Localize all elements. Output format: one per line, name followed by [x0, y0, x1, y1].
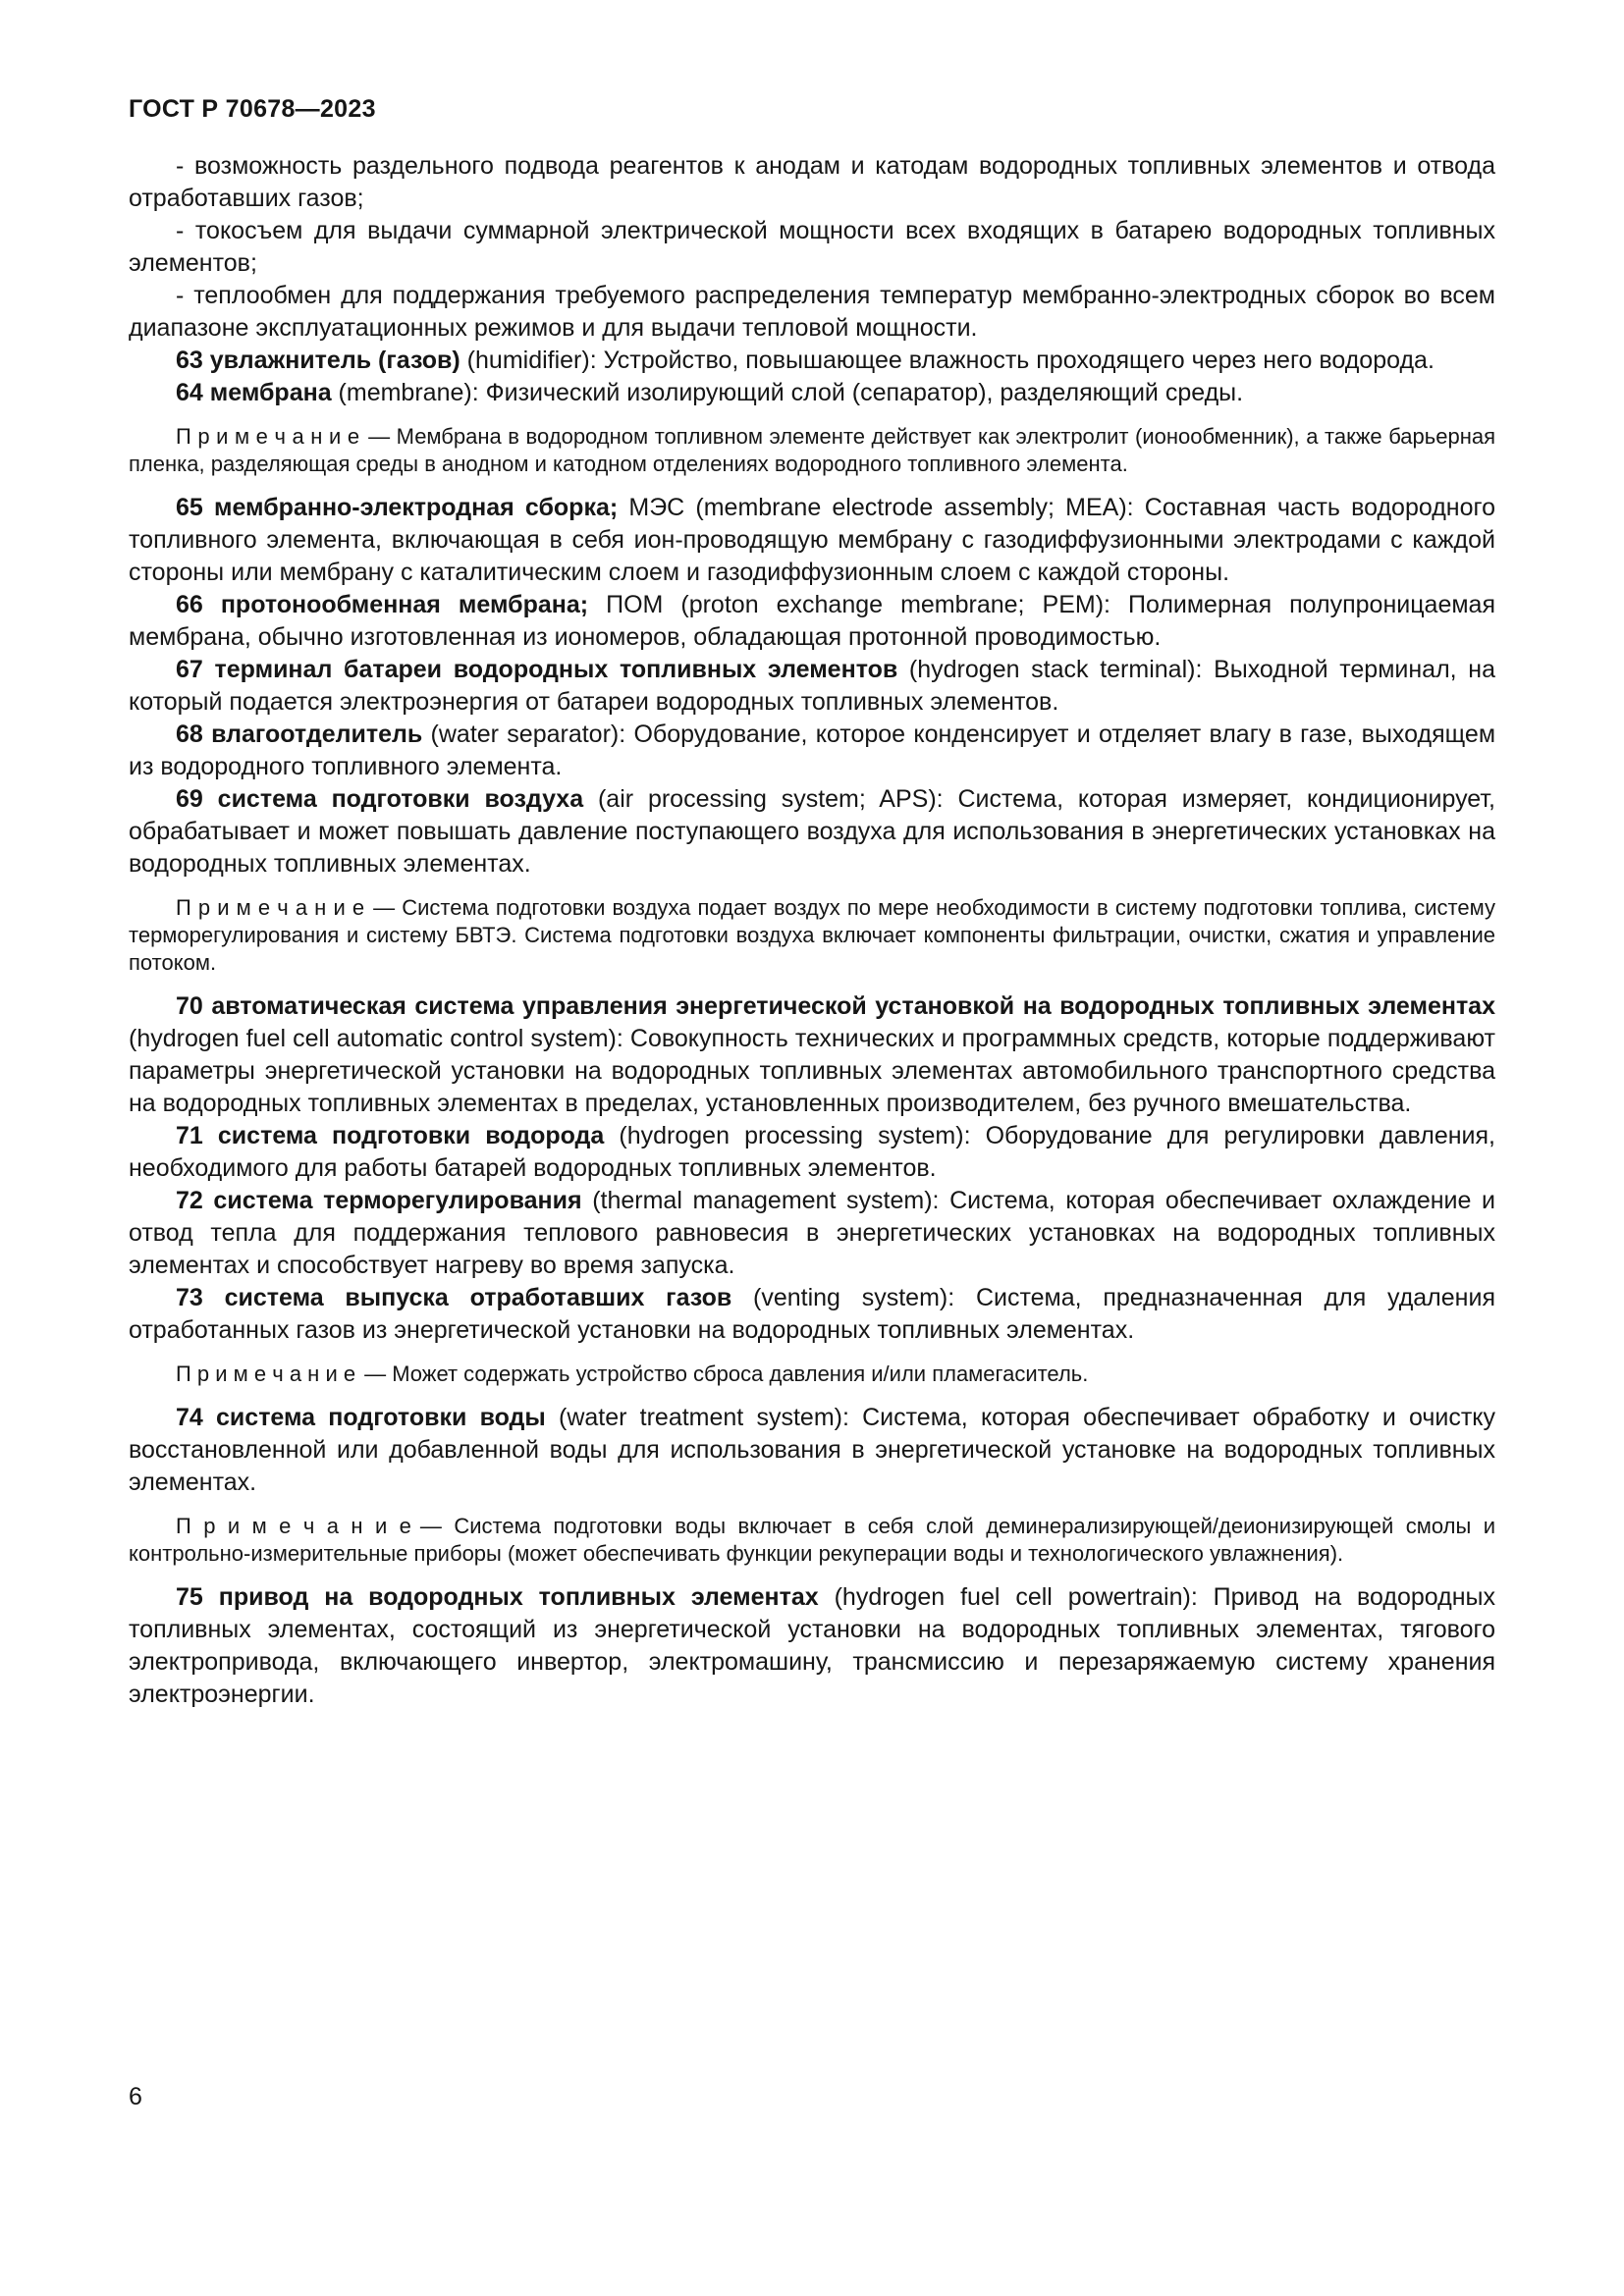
- term-paragraph-69: 69 система подготовки воздуха (air processing system; APS): Система, которая измеряет, кондиционирует, обрабатывает и может повышать давление поступающего воздуха для использования в энергетических установках на водородных топливных элементах.: [129, 785, 1495, 878]
- bullet-paragraph: - токосъем для выдачи суммарной электрической мощности всех входящих в батарею водородных топливных элементов;: [129, 217, 1495, 277]
- gost-number-header: ГОСТ Р 70678—2023: [129, 95, 376, 123]
- term-label: 66 протонообменная мембрана;: [176, 591, 589, 618]
- term-label: 64 мембрана: [176, 379, 332, 406]
- term-paragraph-74: 74 система подготовки воды (water treatment system): Система, которая обеспечивает обработку и очистку восстановленной или добавленной воды для использования в энергетической установке на водородных топливных элементах.: [129, 1404, 1496, 1496]
- term-paragraph-71: 71 система подготовки водорода (hydrogen processing system): Оборудование для регулировки давления, необходимого для работы батарей водородных топливных элементов.: [129, 1122, 1495, 1182]
- term-label: 70 автоматическая система управления энергетической установкой на водородных топливных элементах: [176, 992, 1495, 1020]
- term-label: 73 система выпуска отработавших газов: [176, 1284, 732, 1311]
- term-paragraph-67: 67 терминал батареи водородных топливных элементов (hydrogen stack terminal): Выходной терминал, на который подается электроэнергия от батареи водородных топливных элементов.: [129, 656, 1495, 716]
- term-paragraph-64: 64 мембрана (membrane): Физический изолирующий слой (сепаратор), разделяющий среды.: [176, 379, 1244, 406]
- term-paragraph-75: 75 привод на водородных топливных элементах (hydrogen fuel cell powertrain): Привод на водородных топливных элементах, состоящий из энергетической установки на водородных топливных элементах, тягового электропривода, включающего инвертор, электромашину, трансмиссию и перезаряжаемую систему хранения электроэнергии.: [129, 1583, 1495, 1708]
- note-label: П р и м е ч а н и е: [176, 895, 365, 920]
- term-paragraph-63: 63 увлажнитель (газов) (humidifier): Устройство, повышающее влажность проходящего через него водорода.: [176, 347, 1435, 374]
- term-label: 65 мембранно-электродная сборка;: [176, 494, 619, 521]
- term-paragraph-72: 72 система терморегулирования (thermal management system): Система, которая обеспечивает охлаждение и отвод тепла для поддержания теплового равновесия в энергетических установках на водородных топливных элементах и способствует нагреву во время запуска.: [129, 1187, 1495, 1279]
- term-paragraph-68: 68 влагоотделитель (water separator): Оборудование, которое конденсирует и отделяет влагу в газе, выходящем из водородного топливного элемента.: [129, 721, 1496, 780]
- term-paragraph-73: 73 система выпуска отработавших газов (venting system): Система, предназначенная для удаления отработанных газов из энергетической установки на водородных топливных элементах.: [129, 1284, 1495, 1344]
- note-label: П р и м е ч а н и е: [176, 1514, 411, 1538]
- term-label: 68 влагоотделитель: [176, 721, 423, 748]
- note-label: П р и м е ч а н и е: [176, 1362, 356, 1386]
- bullet-paragraph: - возможность раздельного подвода реагентов к анодам и катодам водородных топливных элементов и отвода отработавших газов;: [129, 152, 1495, 212]
- term-label: 69 система подготовки воздуха: [176, 785, 584, 813]
- term-paragraph-66: 66 протонообменная мембрана; ПОМ (proton exchange membrane; PEM): Полимерная полупроницаемая мембрана, обычно изготовленная из иономеров, обладающая протонной проводимостью.: [129, 591, 1495, 651]
- term-label: 63 увлажнитель (газов): [176, 347, 460, 374]
- document-body: [129, 150, 1495, 1711]
- note-label: П р и м е ч а н и е: [176, 424, 360, 449]
- note-paragraph: П р и м е ч а н и е — Система подготовки воздуха подает воздух по мере необходимости в систему подготовки топлива, систему терморегулирования и систему БВТЭ. Система подготовки воздуха включает компоненты фильтрации, очистки, сжатия и управление потоком.: [129, 895, 1495, 975]
- term-paragraph-70: 70 автоматическая система управления энергетической установкой на водородных топливных элементах (hydrogen fuel cell automatic control system): Совокупность технических и программных средств, которые поддерживают параметры энергетической установки на водородных топливных элементах автомобильного транспортного средства на водородных топливных элементах в пределах, установленных производителем, без ручного вмешательства.: [129, 992, 1495, 1117]
- page-number: 6: [129, 2083, 142, 2110]
- note-paragraph: П р и м е ч а н и е — Система подготовки воды включает в себя слой деминерализирующей/деионизирующей смолы и контрольно-измерительные приборы (может обеспечивать функции рекуперации воды и технологического увлажнения).: [129, 1514, 1495, 1566]
- note-paragraph: П р и м е ч а н и е — Может содержать устройство сброса давления и/или пламегаситель.: [176, 1362, 1089, 1386]
- term-label: 72 система терморегулирования: [176, 1187, 582, 1214]
- document-content: [129, 95, 1495, 1711]
- term-label: 67 терминал батареи водородных топливных элементов: [176, 656, 898, 683]
- term-label: 74 система подготовки воды: [176, 1404, 546, 1431]
- bullet-paragraph: - теплообмен для поддержания требуемого распределения температур мембранно-электродных сборок во всем диапазоне эксплуатационных режимов и для выдачи тепловой мощности.: [129, 282, 1495, 342]
- term-label: 75 привод на водородных топливных элементах: [176, 1583, 819, 1611]
- note-paragraph: П р и м е ч а н и е — Мембрана в водородном топливном элементе действует как электролит (ионообменник), а также барьерная пленка, разделяющая среды в анодном и катодном отделениях водородного топливного элемента.: [129, 424, 1495, 476]
- term-paragraph-65: 65 мембранно-электродная сборка; МЭС (membrane electrode assembly; MEA): Составная часть водородного топливного элемента, включающая в себя ион-проводящую мембрану с газодиффузионными электродами с каждой стороны или мембрану с каталитическим слоем и газодиффузионным слоем с каждой стороны.: [129, 494, 1495, 586]
- term-label: 71 система подготовки водорода: [176, 1122, 605, 1149]
